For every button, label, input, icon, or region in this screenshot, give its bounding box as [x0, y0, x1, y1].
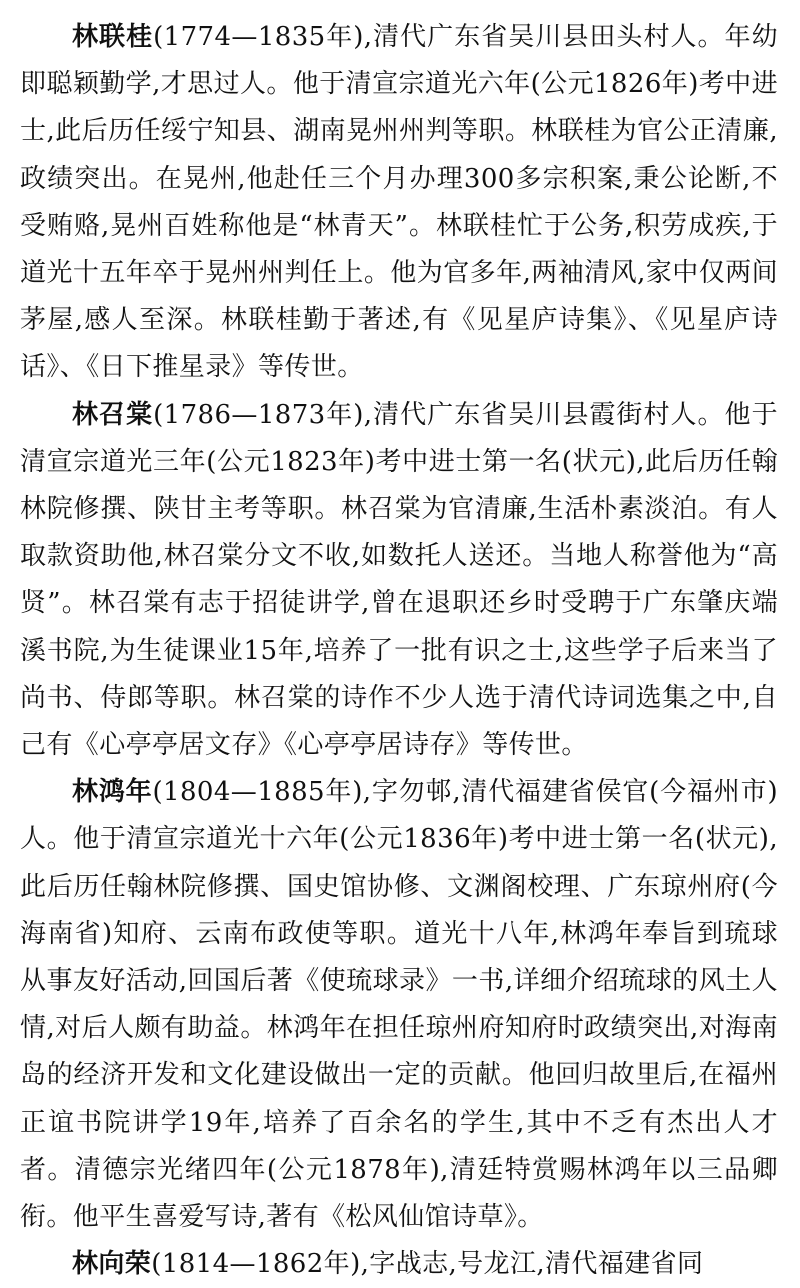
entry-name: 林联桂: [72, 22, 154, 52]
entry-paragraph-lin-liangui: [20, 14, 778, 392]
entry-paragraph-lin-hongnian: [20, 769, 778, 1241]
entry-text: (1774—1835年),清代广东省吴川县田头村人。年幼即聪颖勤学,才思过人。他于清宣宗道光六年(公元1826年)考中进士,此后历任绥宁知县、湖南晃州州判等职。林联桂为官公正清廉,政绩突出。在晃州,他赴任三个月办理300多宗积案,秉公论断,不受贿赂,晃州百姓称他是“林青天”。林联桂忙于公务,积劳成疾,于道光十五年卒于晃州州判任上。他为官多年,两袖清风,家中仅两间茅屋,感人至深。林联桂勤于著述,有《见星庐诗集》、《见星庐诗话》、《日下推星录》等传世。: [20, 22, 778, 383]
entry-paragraph-lin-xiangrong: [20, 1241, 778, 1288]
entry-name: 林向荣: [72, 1249, 152, 1280]
entry-text: (1786—1873年),清代广东省吴川县霞街村人。他于清宣宗道光三年(公元1823年)考中进士第一名(状元),此后历任翰林院修撰、陕甘主考等职。林召棠为官清廉,生活朴素淡泊。有人取款资助他,林召棠分文不收,如数托人送还。当地人称誉他为“高贤”。林召棠有志于招徒讲学,曾在退职还乡时受聘于广东肇庆端溪书院,为生徒课业15年,培养了一批有识之士,这些学子后来当了尚书、侍郎等职。林召棠的诗作不少人选于清代诗词选集之中,自己有《心亭亭居文存》《心亭亭居诗存》等传世。: [20, 399, 778, 761]
entry-name: 林召棠: [72, 399, 154, 430]
entry-text: (1804—1885年),字勿邨,清代福建省侯官(今福州市)人。他于清宣宗道光十六年(公元1836年)考中进士第一名(状元),此后历任翰林院修撰、国史馆协修、文渊阁校理、广东琼州府(今海南省)知府、云南布政使等职。道光十八年,林鸿年奉旨到琉球从事友好活动,回国后著《使琉球录》一书,详细介绍琉球的风土人情,对后人颇有助益。林鸿年在担任琼州府知府时政绩突出,对海南岛的经济开发和文化建设做出一定的贡献。他回归故里后,在福州正谊书院讲学19年,培养了百余名的学生,其中不乏有杰出人才者。清德宗光绪四年(公元1878年),清廷特赏赐林鸿年以三品卿衔。他平生喜爱写诗,著有《松风仙馆诗草》。: [20, 777, 778, 1233]
entry-paragraph-lin-zhaotang: [20, 392, 778, 770]
entry-text: (1814—1862年),字战志,号龙江,清代福建省同: [151, 1249, 704, 1280]
entry-name: 林鸿年: [72, 777, 153, 808]
